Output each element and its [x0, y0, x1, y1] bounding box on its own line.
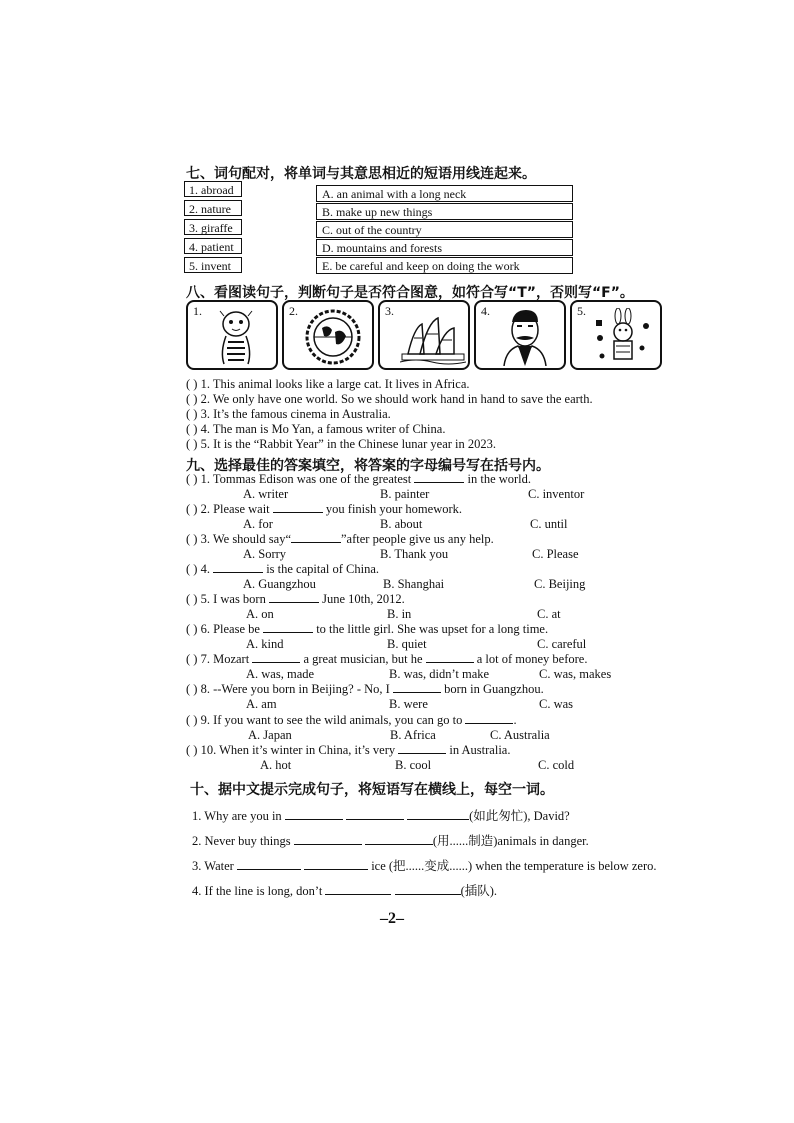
tf-sentence: ( ) 5. It is the “Rabbit Year” in the Chinese lunar year in 2023. — [186, 437, 496, 451]
answer-paren: ( ) — [186, 562, 198, 576]
tf-sentence: ( ) 1. This animal looks like a large cat. It lives in Africa. — [186, 377, 470, 391]
option-a: A. Guangzhou — [243, 577, 316, 591]
question-stem: 5. I was born — [200, 592, 266, 606]
question-10 — [186, 743, 510, 758]
question-stem: 7. Mozart — [200, 652, 250, 666]
option-b: B. Shanghai — [383, 577, 445, 591]
sentence-1 — [192, 806, 570, 824]
option-c: C. was — [539, 697, 574, 711]
option-a: A. writer — [243, 487, 289, 501]
picture-box-2 — [282, 300, 374, 370]
blank — [252, 661, 300, 663]
picture-box-5 — [570, 300, 662, 370]
blank — [395, 893, 461, 895]
option-a: A. kind — [246, 637, 284, 651]
word-cell: 4. patient — [184, 238, 242, 254]
question-7 — [186, 652, 587, 667]
blank — [426, 661, 474, 663]
question-stem: you finish your homework. — [325, 502, 463, 516]
blank — [393, 691, 441, 693]
blank — [269, 601, 319, 603]
option-c: C. Please — [532, 547, 579, 561]
question-stem: ”after people give us any help. — [341, 532, 494, 546]
answer-paren: ( ) — [186, 622, 198, 636]
option-b: B. about — [380, 517, 423, 531]
tf-sentence: ( ) 2. We only have one world. So we should work hand in hand to save the earth. — [186, 392, 593, 406]
tf-sentence: ( ) 3. It’s the famous cinema in Australia. — [186, 407, 391, 421]
question-stem: 9. If you want to see the wild animals, you can go to — [200, 713, 463, 727]
option-a: A. Japan — [248, 728, 292, 742]
option-c: C. at — [537, 607, 561, 621]
section10-heading: 十、据中文提示完成句子，将短语写在横线上，每空一词。 — [190, 782, 554, 798]
section9-heading: 九、选择最佳的答案填空，将答案的字母编号写在括号内。 — [186, 458, 550, 474]
option-c: C. Beijing — [534, 577, 586, 591]
blank — [304, 868, 368, 870]
option-b: B. painter — [380, 487, 430, 501]
option-b: B. Thank you — [380, 547, 449, 561]
option-a: A. was, made — [246, 667, 315, 681]
question-stem: 6. Please be — [200, 622, 260, 636]
question-stem: 2. Please wait — [200, 502, 270, 516]
sentence-2 — [192, 831, 589, 849]
option-b: B. were — [389, 697, 428, 711]
question-4 — [186, 562, 379, 577]
picture-number: 3. — [385, 304, 394, 318]
option-c: C. careful — [537, 637, 587, 651]
question-5 — [186, 592, 405, 607]
option-a: A. Sorry — [243, 547, 287, 561]
word-cell: 5. invent — [184, 257, 242, 273]
definition-cell: E. be careful and keep on doing the work — [316, 257, 573, 274]
man-portrait-icon — [496, 308, 554, 366]
question-stem: a lot of money before. — [476, 652, 588, 666]
option-c: C. was, makes — [539, 667, 612, 681]
answer-paren: ( ) — [186, 682, 198, 696]
section7-heading: 七、词句配对，将单词与其意思相近的短语用线连起来。 — [186, 166, 536, 182]
question-stem: 3. We should say“ — [200, 532, 291, 546]
opera-house-icon — [400, 308, 466, 366]
tiger-icon — [208, 308, 264, 366]
option-a: A. am — [246, 697, 277, 711]
answer-paren: ( ) — [186, 592, 198, 606]
word-cell: 1. abroad — [184, 181, 242, 197]
section8-heading: 八、看图读句子，判断句子是否符合图意，如符合写“T”，否则写“F”。 — [186, 285, 634, 301]
question-2 — [186, 502, 462, 517]
blank — [285, 818, 343, 820]
blank — [294, 843, 362, 845]
blank — [407, 818, 469, 820]
globe-icon — [304, 308, 362, 366]
question-9 — [186, 713, 517, 728]
blank — [237, 868, 301, 870]
question-stem: is the capital of China. — [266, 562, 380, 576]
question-stem: 10. When it’s winter in China, it’s very — [200, 743, 396, 757]
question-stem: 1. Tommas Edison was one of the greatest — [200, 472, 412, 486]
picture-box-3 — [378, 300, 470, 370]
question-stem: June 10th, 2012. — [322, 592, 405, 606]
answer-paren: ( ) — [186, 532, 198, 546]
option-c: C. until — [530, 517, 568, 531]
blank — [291, 541, 341, 543]
option-a: A. for — [243, 517, 273, 531]
blank — [346, 818, 404, 820]
sentence-stem: 4. If the line is long, don’t — [192, 884, 323, 898]
question-stem: in Australia. — [449, 743, 511, 757]
rabbit-icon — [592, 308, 654, 366]
tf-sentence: ( ) 4. The man is Mo Yan, a famous writer of China. — [186, 422, 446, 436]
option-b: B. cool — [395, 758, 432, 772]
blank — [325, 893, 391, 895]
blank — [273, 511, 323, 513]
definition-cell: A. an animal with a long neck — [316, 185, 573, 202]
picture-box-4 — [474, 300, 566, 370]
question-stem: to the little girl. She was upset for a long time. — [316, 622, 549, 636]
answer-paren: ( ) — [186, 652, 198, 666]
picture-number: 5. — [577, 304, 586, 318]
sentence-hint: (用......制造)animals in danger. — [432, 834, 589, 848]
sentence-3 — [192, 856, 657, 874]
blank — [414, 481, 464, 483]
question-1 — [186, 472, 531, 487]
word-cell: 2. nature — [184, 200, 242, 216]
question-stem: . — [513, 713, 517, 727]
sentence-stem: 1. Why are you in — [192, 809, 282, 823]
sentence-hint: (插队). — [460, 884, 498, 898]
sentence-hint: ice (把......变成......) when the temperature is below zero. — [371, 859, 657, 873]
blank — [398, 752, 446, 754]
question-stem: in the world. — [467, 472, 532, 486]
option-b: B. quiet — [387, 637, 427, 651]
sentence-4 — [192, 881, 497, 899]
answer-paren: ( ) — [186, 472, 198, 486]
sentence-stem: 3. Water — [192, 859, 234, 873]
answer-paren: ( ) — [186, 502, 198, 516]
question-stem: born in Guangzhou. — [444, 682, 544, 696]
page-number: –2– — [380, 910, 404, 927]
definition-cell: C. out of the country — [316, 221, 573, 238]
word-cell: 3. giraffe — [184, 219, 242, 235]
sentence-hint: (如此匆忙), David? — [469, 809, 570, 823]
blank — [213, 571, 263, 573]
option-c: C. Australia — [490, 728, 550, 742]
option-c: C. inventor — [528, 487, 585, 501]
option-b: B. Africa — [390, 728, 436, 742]
definition-cell: B. make up new things — [316, 203, 573, 220]
question-6 — [186, 622, 548, 637]
picture-box-1 — [186, 300, 278, 370]
option-a: A. hot — [260, 758, 292, 772]
blank — [263, 631, 313, 633]
blank — [365, 843, 433, 845]
option-a: A. on — [246, 607, 274, 621]
sentence-stem: 2. Never buy things — [192, 834, 291, 848]
blank — [465, 722, 513, 724]
definition-cell: D. mountains and forests — [316, 239, 573, 256]
picture-number: 2. — [289, 304, 298, 318]
answer-paren: ( ) — [186, 713, 198, 727]
answer-paren: ( ) — [186, 743, 198, 757]
question-stem: 4. — [200, 562, 210, 576]
option-b: B. was, didn’t make — [389, 667, 490, 681]
question-3 — [186, 532, 494, 547]
picture-number: 4. — [481, 304, 490, 318]
question-stem: 8. --Were you born in Beijing? - No, I — [200, 682, 390, 696]
picture-number: 1. — [193, 304, 202, 318]
question-8 — [186, 682, 544, 697]
question-stem: a great musician, but he — [303, 652, 423, 666]
option-b: B. in — [387, 607, 412, 621]
option-c: C. cold — [538, 758, 575, 772]
